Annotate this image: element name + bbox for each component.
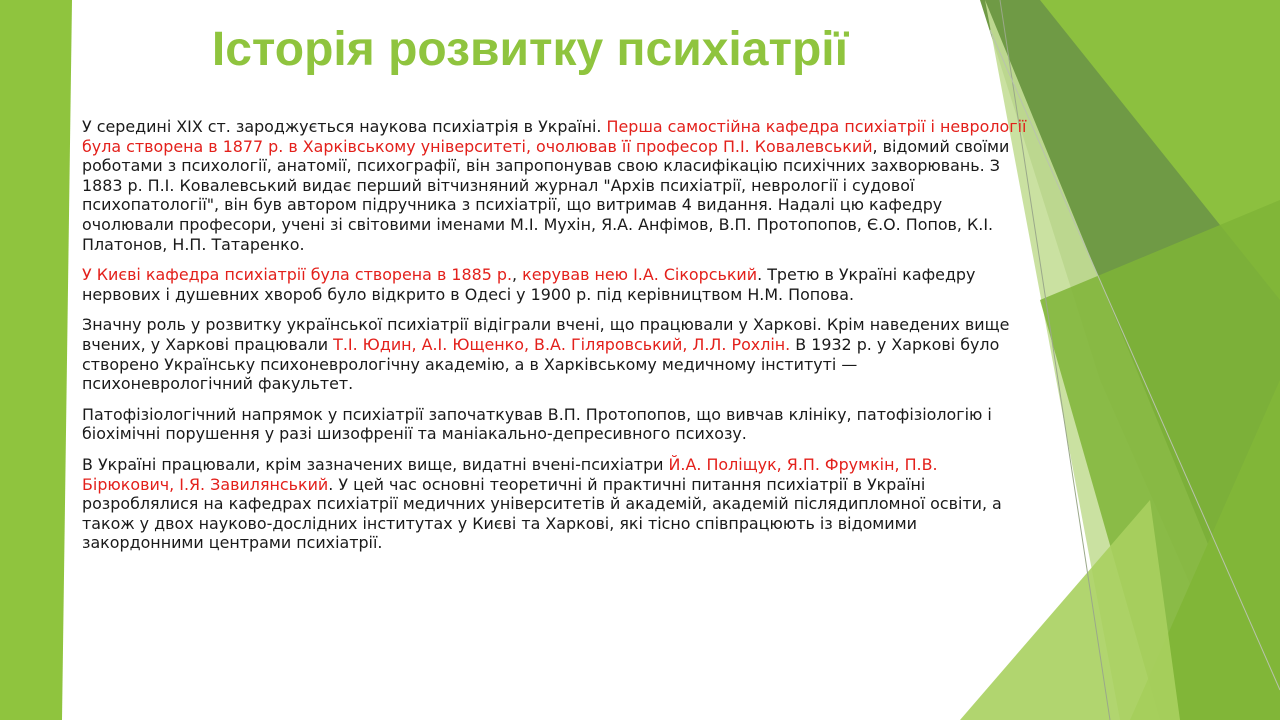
highlighted-text: керував нею І.А. Сікорський — [522, 265, 758, 285]
paragraph — [82, 265, 1032, 304]
body-text: , відомий своїми роботами з психології, анатомії, психографії, він запропонував свою класифікацію психічних захворювань. З 1883 р. П.І. Ковалевський видає перший вітчизняний журнал "Архів психіатрії, неврології і судової психопатології", він був автором підручника з психіатрії, що витримав 4 видання. Надалі цю кафедру очолювали професори, учені зі світовими іменами М.І. Мухін, Я.А. Анфімов, В.П. Протопопов, Є.О. Попов, К.І. Платонов, Н.П. Татаренко. — [82, 136, 1010, 254]
left-green-triangle — [0, 0, 62, 720]
paragraph — [82, 315, 1032, 393]
left-green-wedge — [62, 0, 72, 720]
paragraph — [82, 455, 1032, 553]
paragraph — [82, 117, 1032, 254]
body-text: У середині ХІХ ст. зароджується наукова психіатрія в Україні. — [82, 117, 607, 136]
highlighted-text: У Києві кафедра психіатрії була створена в 1885 р. — [82, 265, 513, 285]
highlighted-text: Т.І. Юдин, А.І. Ющенко, В.А. Гіляровський, Л.Л. Рохлін. — [333, 334, 791, 354]
body-text: . Третю в Україні кафедру нервових і душевних хвороб було відкрито в Одесі у 1900 р. під керівництвом Н.М. Попова. — [82, 265, 976, 304]
body-text: , — [512, 265, 523, 285]
slide-body — [82, 117, 1032, 564]
body-text: В 1932 р. у Харкові було створено Українську психоневрологічну академію, а в Харківському медичному інституті — психоневрологічний факультет. — [82, 334, 1000, 394]
body-text: Патофізіологічний напрямок у психіатрії започаткував В.П. Протопопов, що вивчав клініку, патофізіологію і біохімічні порушення у разі шизофренії та маніакально-депресивного психозу. — [82, 404, 992, 444]
highlighted-text: Перша самостійна кафедра психіатрії і неврології була створена в 1877 р. в Харківському університеті, очолював її професор П.І. Ковалевський — [82, 117, 1027, 156]
paragraph — [82, 405, 1032, 444]
slide-title: Історія розвитку психіатрії — [211, 23, 849, 76]
body-text: В Україні працювали, крім зазначених вище, видатні вчені-психіатри — [82, 454, 669, 474]
body-text: Значну роль у розвитку української психіатрії відіграли вчені, що працювали у Харкові. Крім наведених вище вчених, у Харкові працювали — [82, 315, 1010, 354]
body-text: . У цей час основні теоретичні й практичні питання психіатрії в Україні розроблялися на кафедрах психіатрії медичних університетів й академій, академій післядипломної освіти, а також у двох науково-дослідних інститутах у Києві та Харкові, які тісно співпрацюють із відомими закордонними центрами психіатрії. — [82, 474, 1002, 553]
highlighted-text: Й.А. Поліщук, Я.П. Фрумкін, П.В. Бірюкович, І.Я. Завилянський — [82, 454, 938, 494]
